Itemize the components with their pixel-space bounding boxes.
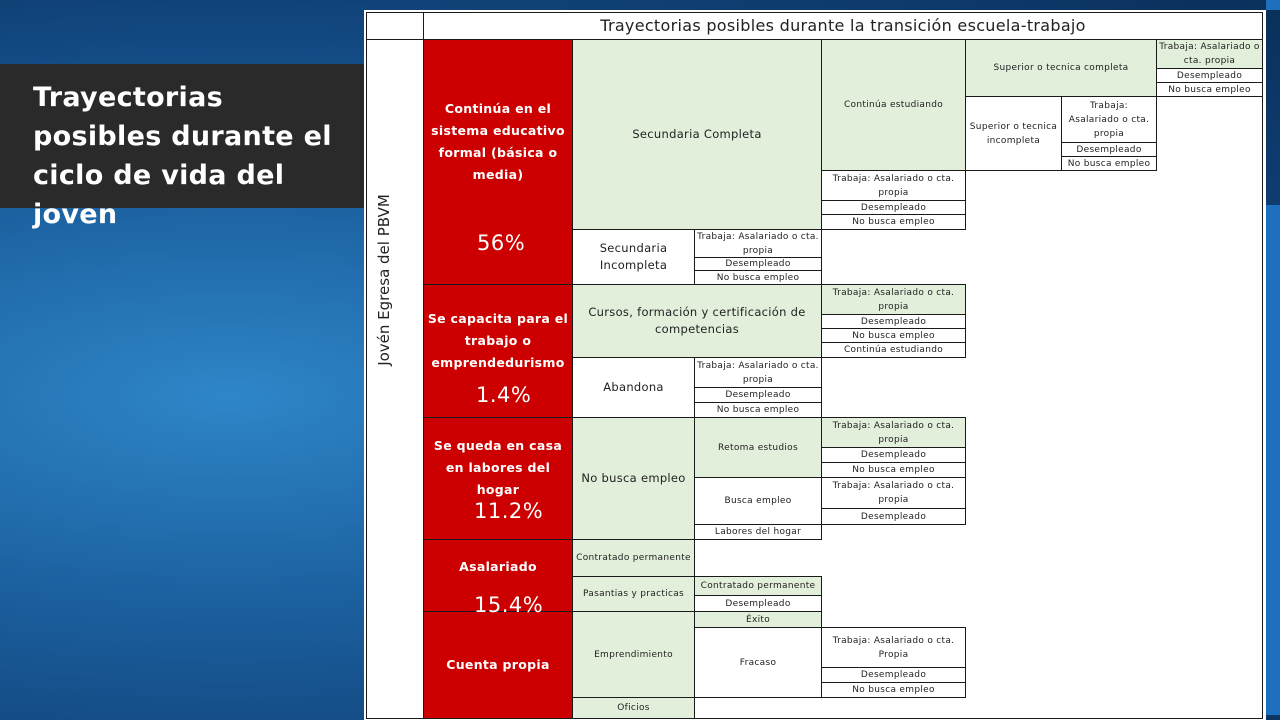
vertical-label-cell bbox=[366, 39, 424, 719]
cell-desempleado: Desempleado bbox=[694, 257, 822, 271]
cell-retoma-estudios: Retoma estudios bbox=[694, 417, 822, 478]
cell-trabaja: Trabaja: Asalariado o cta. Propia bbox=[821, 627, 966, 668]
cell-contratado-permanente: Contratado permanente bbox=[572, 539, 695, 577]
cell-desempleado: Desempleado bbox=[821, 200, 966, 215]
cell-abandona: Abandona bbox=[572, 357, 695, 418]
cell-trabaja: Trabaja: Asalariado o cta. propia bbox=[821, 417, 966, 448]
cell-superior-incompleta: Superior o tecnica incompleta bbox=[965, 96, 1062, 171]
cell-desempleado: Desempleado bbox=[694, 387, 822, 403]
cell-trabaja: Trabaja: Asalariado o cta. propia bbox=[694, 229, 822, 258]
percent-continua: 56% bbox=[477, 231, 526, 255]
group-asalariado: Asalariado bbox=[423, 539, 573, 612]
cell-trabaja: Trabaja: Asalariado o cta. propia bbox=[694, 357, 822, 388]
cell-trabaja: Trabaja: Asalariado o cta. propia bbox=[821, 170, 966, 201]
percent-asalariado: 15.4% bbox=[474, 593, 544, 617]
cell-labores-hogar: Labores del hogar bbox=[694, 524, 822, 540]
accent-band-bottom bbox=[1266, 205, 1280, 715]
header-corner-cell bbox=[366, 12, 424, 40]
cell-superior-completa: Superior o tecnica completa bbox=[965, 39, 1157, 97]
cell-continua-estudiando: Continúa estudiando bbox=[821, 342, 966, 358]
group-continua: Continúa en el sistema educativo formal (básica o media) bbox=[423, 39, 573, 285]
cell-fracaso: Fracaso bbox=[694, 627, 822, 698]
cell-no-busca-empleo: No busca empleo bbox=[821, 462, 966, 478]
cell-emprendimiento: Emprendimiento bbox=[572, 611, 695, 698]
percent-capacita: 1.4% bbox=[476, 383, 532, 407]
cell-desempleado: Desempleado bbox=[694, 595, 822, 612]
slide-title: Trayectorias posibles durante el ciclo de vida del joven bbox=[0, 64, 364, 208]
table-header: Trayectorias posibles durante la transición escuela-trabajo bbox=[423, 12, 1263, 40]
cell-no-busca-empleo: No busca empleo bbox=[821, 214, 966, 230]
cell-no-busca-empleo: No busca empleo bbox=[1061, 156, 1157, 171]
cell-oficios: Oficios bbox=[572, 697, 695, 719]
cell-cursos: Cursos, formación y certificación de competencias bbox=[572, 284, 822, 358]
cell-contratado-permanente: Contratado permanente bbox=[694, 576, 822, 596]
cell-desempleado: Desempleado bbox=[821, 447, 966, 463]
cell-desempleado: Desempleado bbox=[821, 508, 966, 525]
cell-busca-empleo: Busca empleo bbox=[694, 477, 822, 525]
cell-secundaria-incompleta: Secundaria Incompleta bbox=[572, 229, 695, 285]
cell-no-busca-empleo: No busca empleo bbox=[694, 402, 822, 418]
percent-casa: 11.2% bbox=[474, 499, 544, 523]
trajectory-table bbox=[364, 10, 1266, 720]
cell-no-busca-empleo: No busca empleo bbox=[694, 270, 822, 285]
cell-desempleado: Desempleado bbox=[821, 667, 966, 683]
cell-desempleado: Desempleado bbox=[1156, 68, 1263, 83]
cell-pasantias: Pasantias y practicas bbox=[572, 576, 695, 612]
cell-no-busca-empleo: No busca empleo bbox=[821, 328, 966, 343]
cell-trabaja: Trabaja: Asalariado o cta. propia bbox=[821, 284, 966, 315]
group-capacita: Se capacita para el trabajo o emprendedurismo bbox=[423, 284, 573, 418]
cell-trabaja: Trabaja: Asalariado o cta. propia bbox=[1156, 39, 1263, 69]
cell-continua-estudiando: Continúa estudiando bbox=[821, 39, 966, 171]
accent-band-top bbox=[1266, 0, 1280, 10]
cell-trabaja: Trabaja: Asalariado o cta. propia bbox=[821, 477, 966, 509]
vertical-label: Jovén Egresa del PBVM bbox=[375, 194, 393, 366]
cell-trabaja: Trabaja: Asalariado o cta. propia bbox=[1061, 96, 1157, 143]
group-cuenta-propia: Cuenta propia bbox=[423, 611, 573, 719]
cell-no-busca-empleo-main: No busca empleo bbox=[572, 417, 695, 540]
cell-secundaria-completa: Secundaria Completa bbox=[572, 39, 822, 230]
group-casa: Se queda en casa en labores del hogar bbox=[423, 417, 573, 540]
cell-exito: Éxito bbox=[694, 611, 822, 628]
cell-desempleado: Desempleado bbox=[821, 314, 966, 329]
cell-no-busca-empleo: No busca empleo bbox=[821, 682, 966, 698]
cell-desempleado: Desempleado bbox=[1061, 142, 1157, 157]
cell-no-busca-empleo: No busca empleo bbox=[1156, 82, 1263, 97]
